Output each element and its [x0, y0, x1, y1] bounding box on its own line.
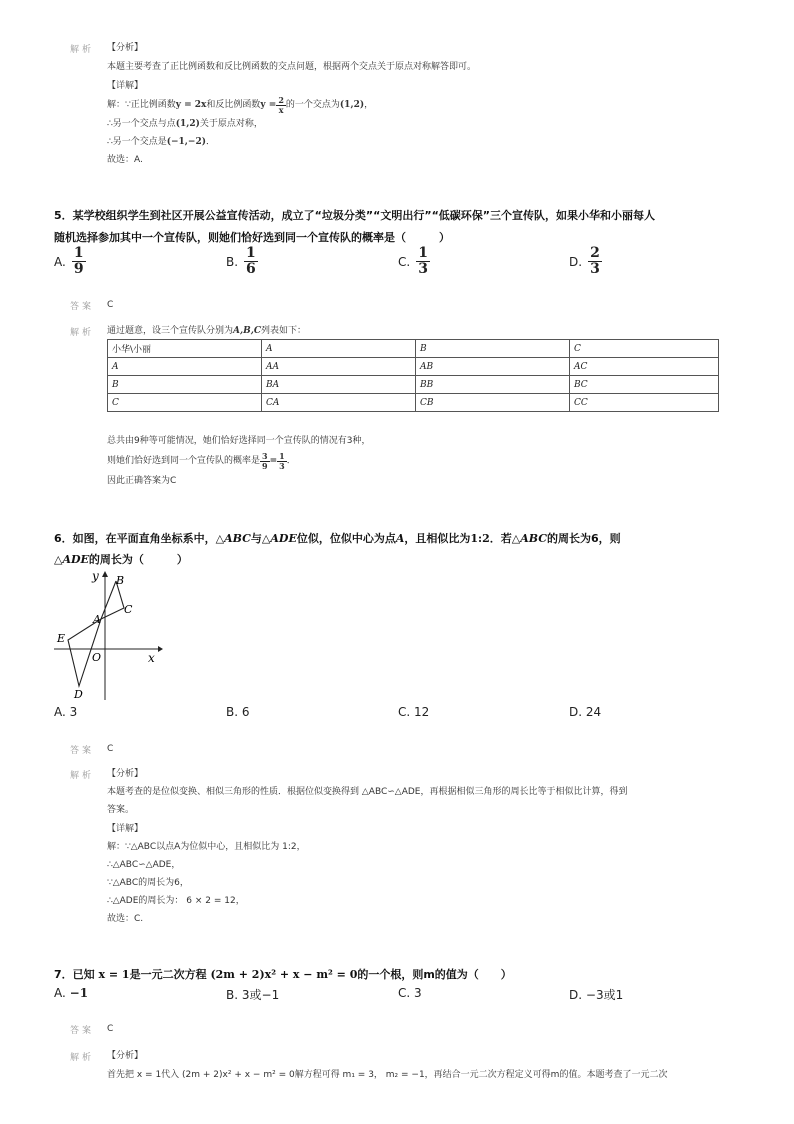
q6-fenxi-line2: 答案。 [107, 805, 135, 815]
table-cell: A [262, 340, 416, 358]
q7-answer: C [107, 1024, 114, 1034]
q5-jiexi-tag: 解析 [70, 328, 95, 338]
q7-fenxi-line: 首先把 x = 1代入 (2m + 2)x² + x − m² = 0解方程可得 m₁ = 3， m₂ = −1，再结合一元二次方程定义可得m的值。本题考查了一元二次 [107, 1070, 668, 1080]
q4-detail-line2: ∴另一个交点与点(1,2)关于原点对称， [107, 119, 263, 129]
q7-option-b[interactable]: B. 3或−1 [226, 988, 280, 1002]
q5-option-d[interactable]: D. $\frac{2}{3}$ [569, 245, 600, 278]
table-row [108, 394, 719, 412]
label-d: D [74, 688, 83, 701]
q5-answer: C [107, 300, 114, 310]
label-y: y [92, 569, 99, 583]
table-row [108, 358, 719, 376]
table-row [108, 376, 719, 394]
q7-jiexi-tag: 解析 [70, 1053, 95, 1063]
q6-xiangjie-tag: 【详解】 [107, 824, 144, 834]
q7-stem: 7．已知 x = 1是一元二次方程 (2m + 2)x² + x − m² = 0的一个根，则m的值为（ ） [54, 968, 512, 981]
q5-answer-tag: 答案 [70, 302, 95, 312]
q6-detail-4: ∴△ADE的周长为： 6 × 2 = 12， [107, 896, 245, 906]
table-cell: C [108, 394, 262, 412]
table-cell: B [108, 376, 262, 394]
q7-option-c[interactable]: C. 3 [398, 986, 422, 1000]
q7-fenxi-tag: 【分析】 [107, 1051, 144, 1061]
table-cell: CA [262, 394, 416, 412]
table-row [108, 340, 719, 358]
q5-stem-line2: 随机选择参加其中一个宣传队，则她们恰好选到同一个宣传队的概率是（ ） [54, 231, 450, 244]
q5-table [107, 339, 719, 412]
q5-option-c[interactable]: C. $\frac{1}{3}$ [398, 245, 428, 278]
table-cell: 小华\小丽 [108, 340, 262, 358]
q5-stem-line1: 5．某学校组织学生到社区开展公益宣传活动，成立了“垃圾分类”“文明出行”“低碳环保”三个宣传队，如果小华和小丽每人 [54, 209, 656, 222]
q6-option-a[interactable]: A. 3 [54, 705, 78, 719]
q4-jiexi-tag: 解析 [70, 45, 95, 55]
table-cell: AC [570, 358, 719, 376]
table-cell: CB [416, 394, 570, 412]
q4-fenxi-tag: 【分析】 [107, 43, 144, 53]
table-cell: AA [262, 358, 416, 376]
label-c: C [124, 603, 133, 616]
q6-stem-line2: △ADE的周长为（ ） [54, 553, 188, 566]
q4-detail-line1: 解：∵正比例函数 y = 2x 和反比例函数 y = $\frac{2}{x}$ 的一个交点为 (1,2) ， [107, 95, 374, 115]
q6-answer-tag: 答案 [70, 746, 95, 756]
label-b: B [116, 574, 125, 587]
q7-answer-tag: 答案 [70, 1026, 95, 1036]
q4-fraction: $\frac{2}{x}$ [278, 95, 284, 115]
q5-sum-line: 总共由9种等可能情况，她们恰好选择同一个宣传队的情况有3种， [107, 436, 371, 446]
table-cell: C [570, 340, 719, 358]
q6-stem-line1: 6．如图，在平面直角坐标系中，△ABC与△ADE位似，位似中心为点A，且相似比为1:2．若△ABC的周长为6，则 [54, 532, 621, 545]
q6-fenxi-line1: 本题考查的是位似变换、相似三角形的性质．根据位似变换得到 △ABC∽△ADE，再根据相似三角形的周长比等于相似比计算，得到 [107, 787, 628, 797]
label-a: A [93, 613, 101, 626]
q6-option-d[interactable]: D. 24 [569, 705, 602, 719]
q4-fenxi-text: 本题主要考查了正比例函数和反比例函数的交点问题，根据两个交点关于原点对称解答即可。 [107, 62, 477, 72]
q5-conclusion: 因此正确答案为C [107, 476, 177, 486]
table-cell: BC [570, 376, 719, 394]
table-cell: B [416, 340, 570, 358]
q5-prob-line: 则她们恰好选到同一个宣传队的概率是 $\frac{3}{9}$ = $\frac{1}{3}$ ． [107, 451, 296, 471]
table-cell: A [108, 358, 262, 376]
q5-option-a[interactable]: A. $\frac{1}{9}$ [54, 245, 84, 278]
q6-option-b[interactable]: B. 6 [226, 705, 250, 719]
table-cell: BB [416, 376, 570, 394]
q4-xiangjie-tag: 【详解】 [107, 81, 144, 91]
q5-option-b[interactable]: B. $\frac{1}{6}$ [226, 245, 256, 278]
q6-detail-3: ∵△ABC的周长为6， [107, 878, 189, 888]
q6-fenxi-tag: 【分析】 [107, 769, 144, 779]
q6-jiexi-tag: 解析 [70, 771, 95, 781]
q7-option-a[interactable]: A. −1 [54, 986, 89, 1000]
q4-guxuan: 故选：A. [107, 155, 143, 165]
q6-detail-5: 故选：C. [107, 914, 144, 924]
table-cell: CC [570, 394, 719, 412]
q7-option-d[interactable]: D. −3或1 [569, 988, 624, 1002]
q6-detail-1: 解：∵△ABC以点A为位似中心，且相似比为 1:2， [107, 842, 306, 852]
y-axis-arrow-icon [102, 571, 108, 577]
q6-answer: C [107, 744, 114, 754]
label-x: x [148, 651, 155, 665]
q6-figure [50, 568, 165, 703]
x-axis-arrow-icon [158, 646, 163, 652]
label-e: E [57, 632, 66, 645]
q4-detail-line3: ∴另一个交点是(−1,−2)． [107, 137, 216, 147]
q6-detail-2: ∴△ABC∽△ADE， [107, 860, 181, 870]
table-cell: AB [416, 358, 570, 376]
q5-intro: 通过题意，设三个宣传队分别为A,B,C列表如下： [107, 326, 307, 336]
q6-option-c[interactable]: C. 12 [398, 705, 430, 719]
table-cell: BA [262, 376, 416, 394]
label-o: O [92, 651, 102, 664]
